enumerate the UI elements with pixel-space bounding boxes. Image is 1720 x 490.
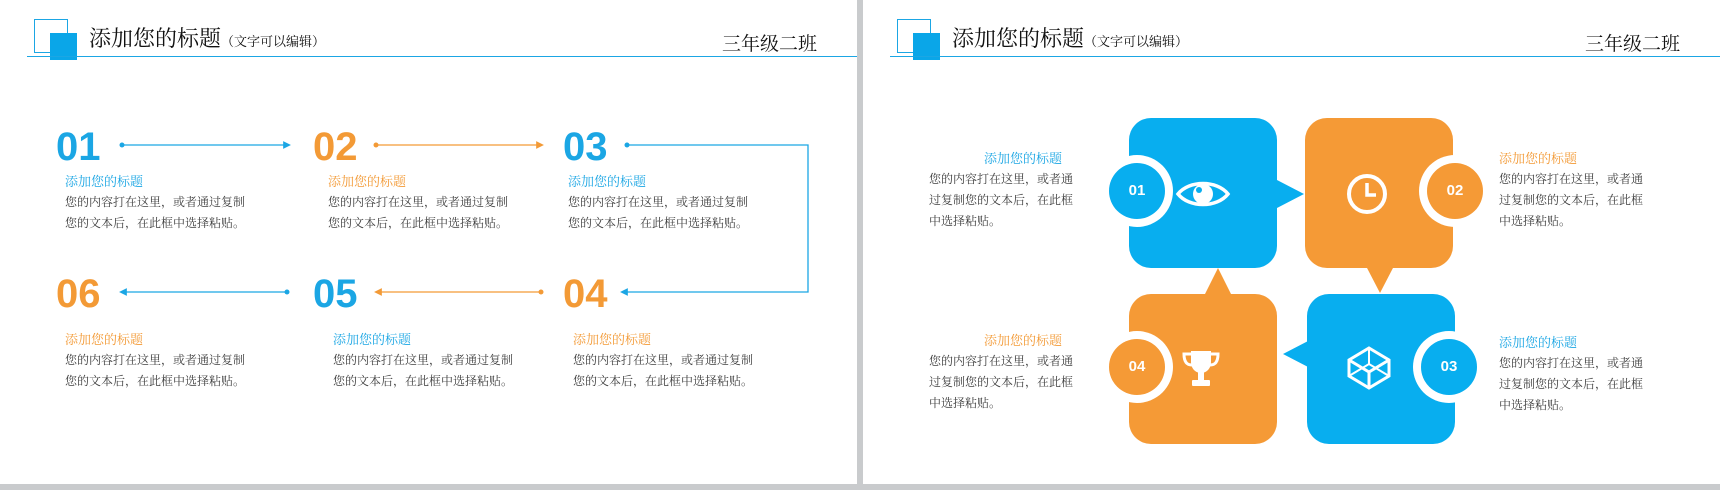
page-title: 添加您的标题（文字可以编辑） — [89, 27, 326, 52]
step-title-02: 添加您的标题 — [328, 175, 407, 190]
step-desc-01: 您的内容打在这里，或者通过复制您的文本后，在此框中选择粘贴。 — [65, 195, 246, 230]
step-title-01: 添加您的标题 — [65, 175, 144, 190]
step-number-02: 02 — [313, 125, 358, 169]
step-number-05: 05 — [313, 272, 358, 316]
item-title-03: 添加您的标题 — [1499, 336, 1578, 351]
arrow-05-06 — [121, 290, 290, 295]
arrow-01-02 — [120, 143, 290, 148]
item-title-02: 添加您的标题 — [1499, 152, 1578, 167]
badge-02 — [1419, 155, 1491, 227]
step-title-04: 添加您的标题 — [573, 333, 652, 348]
step-number-04: 04 — [563, 272, 608, 316]
step-title-06: 添加您的标题 — [65, 333, 144, 348]
item-title-01: 添加您的标题 — [984, 152, 1063, 167]
step-desc-05: 您的内容打在这里，或者通过复制您的文本后，在此框中选择粘贴。 — [333, 353, 514, 388]
item-desc-01: 您的内容打在这里，或者通过复制您的文本后，在此框中选择粘贴。 — [929, 172, 1074, 228]
badge-number-04: 04 — [1109, 339, 1165, 395]
badge-01 — [1101, 155, 1173, 227]
pointer-04 — [1204, 268, 1232, 296]
item-desc-04: 您的内容打在这里，或者通过复制您的文本后，在此框中选择粘贴。 — [929, 354, 1074, 410]
eye-icon — [1175, 174, 1231, 214]
trophy-icon — [1181, 348, 1221, 390]
item-desc-03: 您的内容打在这里，或者通过复制您的文本后，在此框中选择粘贴。 — [1499, 356, 1644, 412]
step-number-06: 06 — [56, 272, 101, 316]
pointer-01 — [1277, 180, 1304, 208]
step-desc-06: 您的内容打在这里，或者通过复制您的文本后，在此框中选择粘贴。 — [65, 353, 246, 388]
pointer-03 — [1283, 340, 1310, 368]
item-desc-02: 您的内容打在这里，或者通过复制您的文本后，在此框中选择粘贴。 — [1499, 172, 1644, 228]
page-subtitle: （文字可以编辑） — [1084, 35, 1189, 50]
badge-03 — [1413, 331, 1485, 403]
badge-04 — [1101, 331, 1173, 403]
class-label: 三年级二班 — [1584, 33, 1680, 55]
pointer-02 — [1366, 266, 1394, 293]
step-title-05: 添加您的标题 — [333, 333, 412, 348]
step-desc-02: 您的内容打在这里，或者通过复制您的文本后，在此框中选择粘贴。 — [328, 195, 509, 230]
badge-number-02: 02 — [1427, 163, 1483, 219]
step-desc-03: 您的内容打在这里，或者通过复制您的文本后，在此框中选择粘贴。 — [568, 195, 749, 230]
class-label: 三年级二班 — [721, 33, 817, 55]
cube-icon — [1345, 344, 1393, 392]
step-number-01: 01 — [56, 125, 101, 169]
step-desc-04: 您的内容打在这里，或者通过复制您的文本后，在此框中选择粘贴。 — [573, 353, 754, 388]
badge-number-03: 03 — [1421, 339, 1477, 395]
slide-process-steps — [0, 0, 857, 484]
page-title: 添加您的标题（文字可以编辑） — [952, 27, 1189, 52]
badge-number-01: 01 — [1109, 163, 1165, 219]
page-subtitle: （文字可以编辑） — [221, 35, 326, 50]
arrow-04-05 — [376, 290, 544, 295]
slide-quadrant — [863, 0, 1720, 484]
step-number-03: 03 — [563, 125, 608, 169]
item-title-04: 添加您的标题 — [984, 334, 1063, 349]
step-title-03: 添加您的标题 — [568, 175, 647, 190]
clock-icon — [1345, 172, 1389, 216]
arrow-02-03 — [374, 143, 543, 148]
process-connectors — [0, 0, 857, 484]
